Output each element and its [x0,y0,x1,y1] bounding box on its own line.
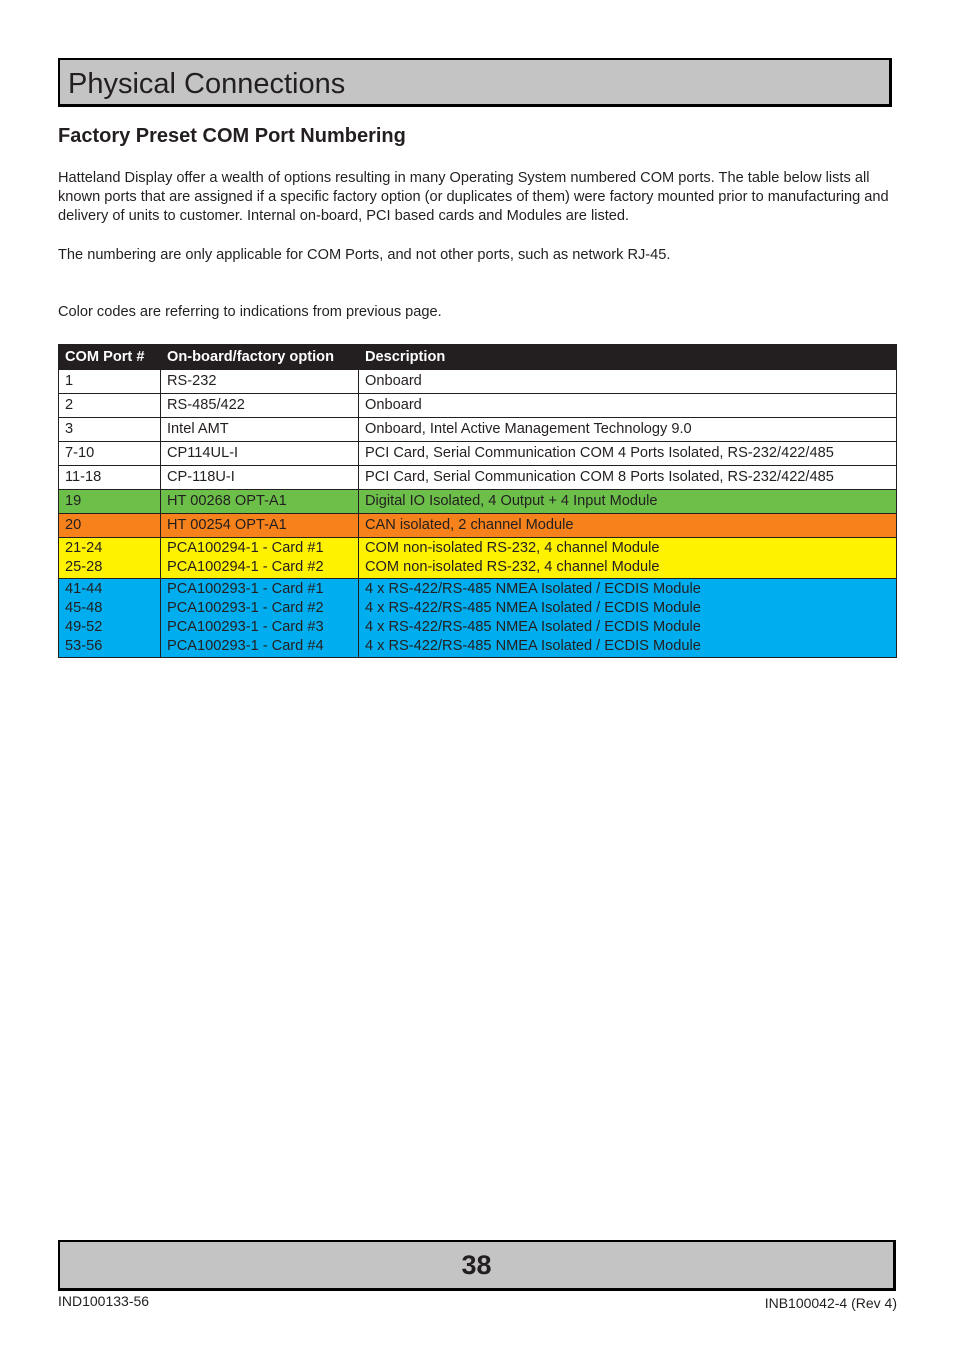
page-title-bar [58,58,892,107]
cell-com-port [59,514,161,538]
cell-description [359,418,897,442]
column-header-option: On-board/factory option [161,345,359,370]
cell-option [161,538,359,579]
table-row [59,538,897,579]
table-row [59,514,897,538]
cell-option-text: PCA100294-1 - Card #1 [167,540,324,556]
cell-description-text: COM non-isolated RS-232, 4 channel Module [365,559,660,575]
page-title: Physical Connections [68,68,346,100]
cell-com-port-text: 49-52 [65,619,103,635]
cell-option [161,466,359,490]
cell-option-text: HT 00254 OPT-A1 [167,517,287,533]
cell-option-text: PCA100293-1 - Card #4 [167,638,324,654]
cell-description [359,370,897,394]
cell-com-port-text: 3 [65,421,74,437]
cell-description-text: PCI Card, Serial Communication COM 8 Ports Isolated, RS-232/422/485 [365,469,834,485]
cell-description [359,579,897,658]
section-heading: Factory Preset COM Port Numbering [58,125,406,147]
cell-option-text: CP114UL-I [167,445,239,461]
cell-description-text: CAN isolated, 2 channel Module [365,517,574,533]
cell-description [359,490,897,514]
cell-description [359,442,897,466]
intro-paragraph: Hatteland Display offer a wealth of options resulting in many Operating System numbered COM ports. The table below lists all known ports that are assigned if a specific factory option (or duplicates of them) were factory mounted prior to manufacturing and delivery of units to customer. Internal on-board, PCI based cards and Modules are listed. [58,170,889,224]
cell-description-text: PCI Card, Serial Communication COM 4 Ports Isolated, RS-232/422/485 [365,445,834,461]
cell-com-port [59,442,161,466]
com-port-table [58,344,897,658]
document-id-left: IND100133-56 [58,1293,150,1309]
cell-com-port-text: 21-24 [65,540,103,556]
numbering-note: The numbering are only applicable for COM Ports, and not other ports, such as network RJ-45. [58,247,671,263]
cell-com-port [59,579,161,658]
cell-description [359,538,897,579]
cell-option [161,514,359,538]
cell-com-port [59,490,161,514]
cell-com-port-text: 2 [65,397,74,413]
cell-com-port [59,418,161,442]
cell-option [161,370,359,394]
cell-option [161,579,359,658]
cell-option-text: PCA100293-1 - Card #1 [167,581,324,597]
table-row [59,490,897,514]
column-header-com-port: COM Port # [59,345,161,370]
cell-com-port-text: 7-10 [65,445,95,461]
cell-com-port-text: 25-28 [65,559,103,575]
cell-com-port-text: 1 [65,373,74,389]
cell-description-text: Onboard [365,373,422,389]
cell-description-text: Digital IO Isolated, 4 Output + 4 Input Module [365,493,658,509]
table-header-row [59,345,897,370]
table-row [59,442,897,466]
cell-description [359,394,897,418]
cell-com-port-text: 20 [65,517,82,533]
cell-option-text: RS-485/422 [167,397,245,413]
cell-com-port-text: 45-48 [65,600,103,616]
table-row [59,370,897,394]
cell-com-port-text: 53-56 [65,638,103,654]
table-row [59,418,897,442]
cell-option-text: CP-118U-I [167,469,235,485]
cell-com-port [59,538,161,579]
color-code-note: Color codes are referring to indications from previous page. [58,304,442,320]
table-row [59,466,897,490]
page-number: 38 [461,1250,492,1280]
table-row [59,579,897,658]
cell-option [161,490,359,514]
cell-description-text: COM non-isolated RS-232, 4 channel Module [365,540,660,556]
cell-description-text: 4 x RS-422/RS-485 NMEA Isolated / ECDIS Module [365,581,701,597]
page-number-bar [58,1240,896,1291]
cell-option [161,394,359,418]
document-id-right: INB100042-4 (Rev 4) [764,1295,897,1311]
cell-description-text: 4 x RS-422/RS-485 NMEA Isolated / ECDIS Module [365,619,701,635]
cell-option [161,418,359,442]
table-row [59,394,897,418]
cell-description-text: 4 x RS-422/RS-485 NMEA Isolated / ECDIS Module [365,600,701,616]
cell-com-port-text: 11-18 [65,469,102,485]
cell-com-port [59,370,161,394]
cell-com-port-text: 41-44 [65,581,103,597]
cell-description [359,514,897,538]
cell-option-text: PCA100294-1 - Card #2 [167,559,324,575]
cell-description-text: 4 x RS-422/RS-485 NMEA Isolated / ECDIS Module [365,638,701,654]
cell-option-text: PCA100293-1 - Card #3 [167,619,324,635]
cell-option-text: RS-232 [167,373,217,389]
cell-com-port-text: 19 [65,493,82,509]
column-header-description: Description [359,345,897,370]
cell-option [161,442,359,466]
cell-option-text: PCA100293-1 - Card #2 [167,600,324,616]
cell-description-text: Onboard [365,397,422,413]
cell-com-port [59,466,161,490]
cell-description-text: Onboard, Intel Active Management Technology 9.0 [365,421,692,437]
cell-option-text: HT 00268 OPT-A1 [167,493,287,509]
cell-description [359,466,897,490]
cell-com-port [59,394,161,418]
cell-option-text: Intel AMT [167,421,229,437]
